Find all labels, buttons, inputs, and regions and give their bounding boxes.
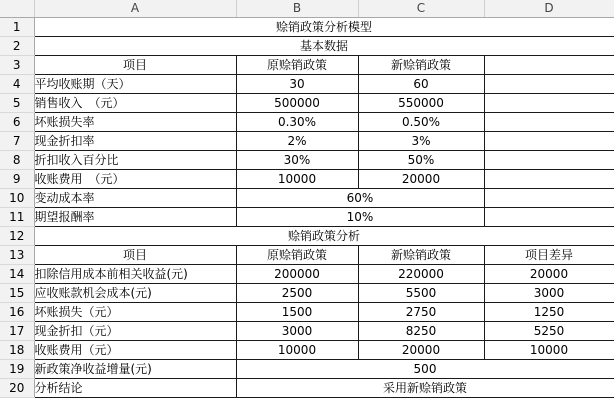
row-header[interactable]: 7 [0,132,34,151]
table-row [0,113,614,132]
cell[interactable]: 项目差异 [484,246,614,265]
cell[interactable]: 销售收入 （元） [34,94,236,113]
table-row [0,208,614,227]
cell[interactable]: 3000 [236,322,358,341]
cell[interactable]: 500 [236,360,614,379]
cell[interactable]: 30 [236,75,358,94]
cell[interactable]: 收账费用（元） [34,341,236,360]
cell[interactable]: 60% [236,189,484,208]
cell[interactable]: 期望报酬率 [34,208,236,227]
row-header[interactable]: 9 [0,170,34,189]
cell[interactable]: 550000 [358,94,484,113]
cell[interactable]: 1500 [236,303,358,322]
row-header[interactable]: 1 [0,18,34,37]
row-header[interactable]: 13 [0,246,34,265]
cell[interactable]: 1250 [484,303,614,322]
table-row [0,265,614,284]
row-header[interactable]: 16 [0,303,34,322]
cell[interactable]: 10000 [484,341,614,360]
row-header[interactable]: 2 [0,37,34,56]
cell[interactable] [484,113,614,132]
table-row [0,322,614,341]
row-header[interactable]: 8 [0,151,34,170]
cell[interactable]: 项目 [34,56,236,75]
model-title-cell[interactable]: 赊销政策分析模型 [34,18,614,37]
cell[interactable]: 20000 [484,265,614,284]
cell[interactable]: 0.30% [236,113,358,132]
cell[interactable]: 项目 [34,246,236,265]
cell[interactable]: 现金折扣率 [34,132,236,151]
table-row [0,170,614,189]
table-row [0,284,614,303]
cell[interactable]: 坏账损失（元） [34,303,236,322]
cell[interactable]: 采用新赊销政策 [236,379,614,398]
cell[interactable]: 原赊销政策 [236,56,358,75]
table-row [0,246,614,265]
cell[interactable] [484,94,614,113]
cell[interactable]: 原赊销政策 [236,246,358,265]
cell[interactable]: 220000 [358,265,484,284]
cell[interactable] [484,170,614,189]
cell[interactable]: 50% [358,151,484,170]
cell[interactable] [484,151,614,170]
column-header-d[interactable]: D [484,0,614,18]
cell[interactable]: 5250 [484,322,614,341]
cell[interactable]: 500000 [236,94,358,113]
cell[interactable]: 现金折扣（元） [34,322,236,341]
cell[interactable]: 扣除信用成本前相关收益(元) [34,265,236,284]
row-header[interactable]: 20 [0,379,34,398]
select-all-corner[interactable] [0,0,34,18]
table-row [0,18,614,37]
row-header[interactable]: 11 [0,208,34,227]
row-header[interactable]: 18 [0,341,34,360]
cell[interactable]: 分析结论 [34,379,236,398]
column-header-c[interactable]: C [358,0,484,18]
row-header[interactable]: 4 [0,75,34,94]
cell[interactable]: 坏账损失率 [34,113,236,132]
table-row [0,56,614,75]
cell[interactable]: 新赊销政策 [358,246,484,265]
section-basic-title-cell[interactable]: 基本数据 [34,37,614,56]
column-header-a[interactable]: A [34,0,236,18]
cell[interactable]: 平均收账期（天） [34,75,236,94]
cell[interactable]: 30% [236,151,358,170]
cell[interactable] [484,208,614,227]
cell[interactable] [484,56,614,75]
table-row [0,75,614,94]
table-row [0,94,614,113]
cell[interactable]: 60 [358,75,484,94]
table-row [0,37,614,56]
column-header-b[interactable]: B [236,0,358,18]
row-header[interactable]: 14 [0,265,34,284]
section-analysis-title-cell[interactable]: 赊销政策分析 [34,227,614,246]
cell[interactable]: 0.50% [358,113,484,132]
cell[interactable]: 200000 [236,265,358,284]
row-header[interactable]: 17 [0,322,34,341]
row-header[interactable]: 5 [0,94,34,113]
table-row [0,303,614,322]
cell[interactable]: 2% [236,132,358,151]
row-header[interactable]: 15 [0,284,34,303]
row-header[interactable]: 10 [0,189,34,208]
cell[interactable]: 变动成本率 [34,189,236,208]
column-header-row [0,0,614,18]
row-header[interactable]: 6 [0,113,34,132]
row-header[interactable]: 12 [0,227,34,246]
cell[interactable]: 应收账款机会成本(元) [34,284,236,303]
cell[interactable]: 2750 [358,303,484,322]
cell[interactable]: 5500 [358,284,484,303]
row-header[interactable]: 3 [0,56,34,75]
cell[interactable]: 10000 [236,341,358,360]
table-row [0,132,614,151]
table-row [0,360,614,379]
cell[interactable]: 收账费用 （元） [34,170,236,189]
table-row [0,189,614,208]
table-row [0,151,614,170]
table-row [0,227,614,246]
cell[interactable] [484,189,614,208]
cell[interactable]: 10% [236,208,484,227]
cell[interactable]: 折扣收入百分比 [34,151,236,170]
cell[interactable]: 3% [358,132,484,151]
cell[interactable] [484,75,614,94]
table-row [0,379,614,398]
cell[interactable]: 10000 [236,170,358,189]
cell[interactable] [484,132,614,151]
row-header[interactable]: 19 [0,360,34,379]
table-row [0,341,614,360]
cell[interactable]: 20000 [358,170,484,189]
cell[interactable]: 2500 [236,284,358,303]
cell[interactable]: 3000 [484,284,614,303]
cell[interactable]: 8250 [358,322,484,341]
cell[interactable]: 新政策净收益增量(元) [34,360,236,379]
cell[interactable]: 新赊销政策 [358,56,484,75]
cell[interactable]: 20000 [358,341,484,360]
